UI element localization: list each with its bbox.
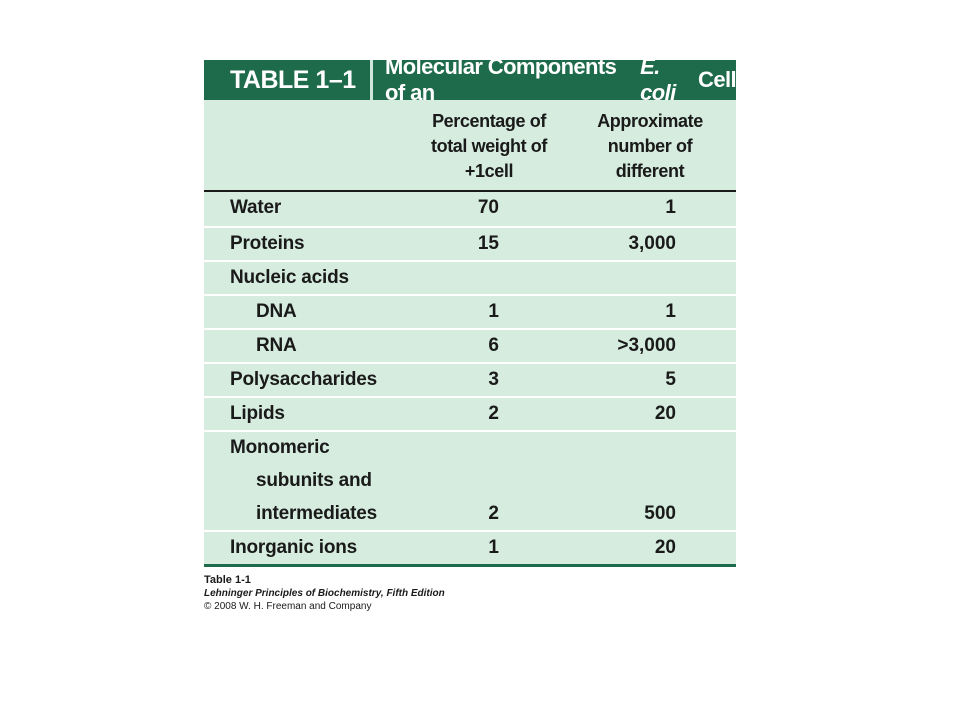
column-header-number <box>590 109 710 184</box>
row-name: Inorganic ions <box>230 537 358 558</box>
row-number: 20 <box>654 403 676 424</box>
table-caption <box>204 574 445 613</box>
table-row <box>204 296 736 330</box>
table-bottom-rule <box>204 564 736 567</box>
row-percentage: 6 <box>488 335 499 356</box>
table-number: TABLE 1–1 <box>230 65 356 94</box>
row-percentage: 3 <box>488 369 499 390</box>
caption-title: Table 1-1 <box>204 574 251 586</box>
table-body <box>204 100 736 564</box>
table-row <box>204 192 736 228</box>
table-title-bar <box>204 54 736 105</box>
row-name: Polysaccharides <box>230 369 377 390</box>
header-line: different <box>615 161 685 181</box>
row-name-line: intermediates <box>256 503 377 524</box>
column-header-percentage <box>424 109 554 184</box>
table-title-italic: E. coli <box>640 54 676 105</box>
header-line: Approximate <box>597 111 703 131</box>
row-number: 1 <box>665 301 676 322</box>
table-row <box>204 398 736 432</box>
row-number: 500 <box>644 503 676 524</box>
column-header-row <box>204 100 736 192</box>
row-number: >3,000 <box>617 335 676 356</box>
caption-book: Lehninger Principles of Biochemistry, Fifth Edition <box>204 588 445 599</box>
row-number: 5 <box>665 369 676 390</box>
row-percentage: 15 <box>477 233 499 254</box>
row-number: 1 <box>665 197 676 218</box>
table-title-suffix: Cell <box>698 67 736 92</box>
row-percentage: 2 <box>488 403 499 424</box>
row-name: Lipids <box>230 403 285 424</box>
row-percentage: 1 <box>488 537 499 558</box>
row-name <box>230 437 377 536</box>
row-percentage: 1 <box>488 301 499 322</box>
table-row <box>204 432 736 532</box>
table-row <box>204 330 736 364</box>
row-name: Proteins <box>230 233 305 254</box>
table-title <box>373 54 736 105</box>
row-name-line: Monomeric <box>230 437 330 458</box>
row-name-line: subunits and <box>256 470 372 491</box>
table-row <box>204 228 736 262</box>
row-percentage: 70 <box>477 197 499 218</box>
row-name: Water <box>230 197 282 218</box>
table-row <box>204 262 736 296</box>
table-row <box>204 364 736 398</box>
row-percentage: 2 <box>488 503 499 524</box>
row-name: DNA <box>256 301 297 322</box>
row-number: 20 <box>654 537 676 558</box>
header-line: total weight of <box>431 136 547 156</box>
row-number: 3,000 <box>628 233 676 254</box>
header-line: +1cell <box>464 161 514 181</box>
header-line: number of <box>607 136 693 156</box>
table-row <box>204 532 736 564</box>
row-name: RNA <box>256 335 297 356</box>
header-line: Percentage of <box>432 111 546 131</box>
caption-copyright: © 2008 W. H. Freeman and Company <box>204 601 372 612</box>
row-name: Nucleic acids <box>230 267 349 288</box>
data-table <box>204 54 736 567</box>
table-title-prefix: Molecular Components of an <box>385 54 617 105</box>
